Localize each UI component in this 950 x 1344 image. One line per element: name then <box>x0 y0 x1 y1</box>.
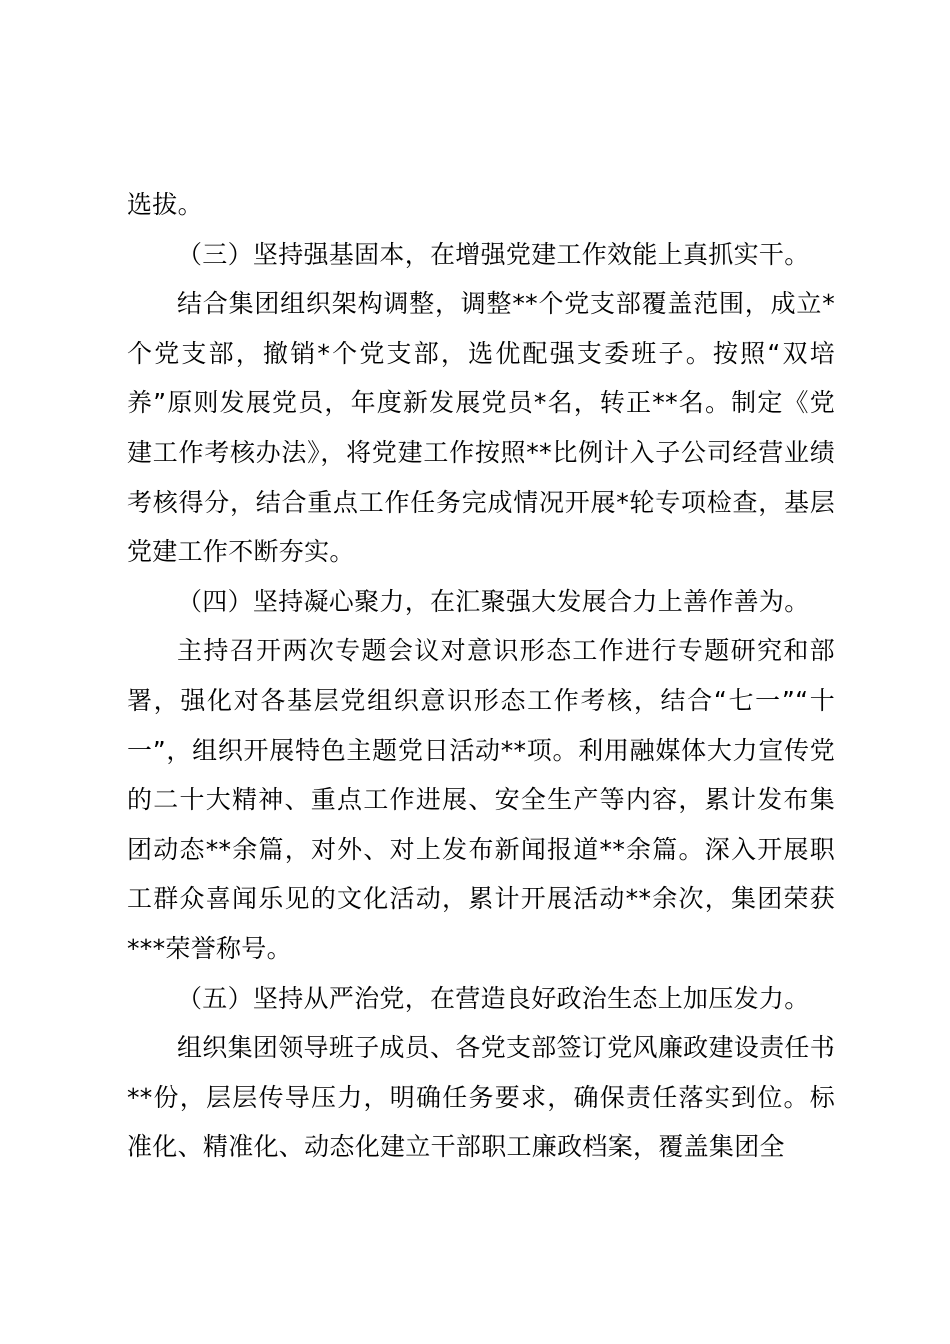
paragraph-discipline: 组织集团领导班子成员、各党支部签订党风廉政建设责任书**份，层层传导压力，明确任务要求，确保责任落实到位。标准化、精准化、动态化建立干部职工廉政档案，覆盖集团全 <box>127 1033 835 1162</box>
section-heading-5: （五）坚持从严治党，在营造良好政治生态上加压发力。 <box>177 983 810 1013</box>
section-heading-3: （三）坚持强基固本，在增强党建工作效能上真抓实干。 <box>177 239 810 269</box>
section-heading-4: （四）坚持凝心聚力，在汇聚强大发展合力上善作善为。 <box>177 586 810 616</box>
paragraph-continuation: 选拔。 <box>127 190 203 219</box>
paragraph-ideology: 主持召开两次专题会议对意识形态工作进行专题研究和部署，强化对各基层党组织意识形态工作考核，结合“七一”“十一”，组织开展特色主题党日活动**项。利用融媒体大力宣传党的二十大精神、重点工作进展、安全生产等内容，累计发布集团动态**余篇，对外、对上发布新闻报道**余篇。深入开展职工群众喜闻乐见的文化活动，累计开展活动**余次，集团荣获***荣誉称号。 <box>127 636 835 963</box>
paragraph-party-building: 结合集团组织架构调整，调整**个党支部覆盖范围，成立*个党支部，撤销*个党支部，选优配强支委班子。按照“双培养”原则发展党员，年度新发展党员*名，转正**名。制定《党建工作考核办法》，将党建工作按照**比例计入子公司经营业绩考核得分，结合重点工作任务完成情况开展*轮专项检查，基层党建工作不断夯实。 <box>127 289 835 567</box>
document-body <box>127 180 835 1172</box>
